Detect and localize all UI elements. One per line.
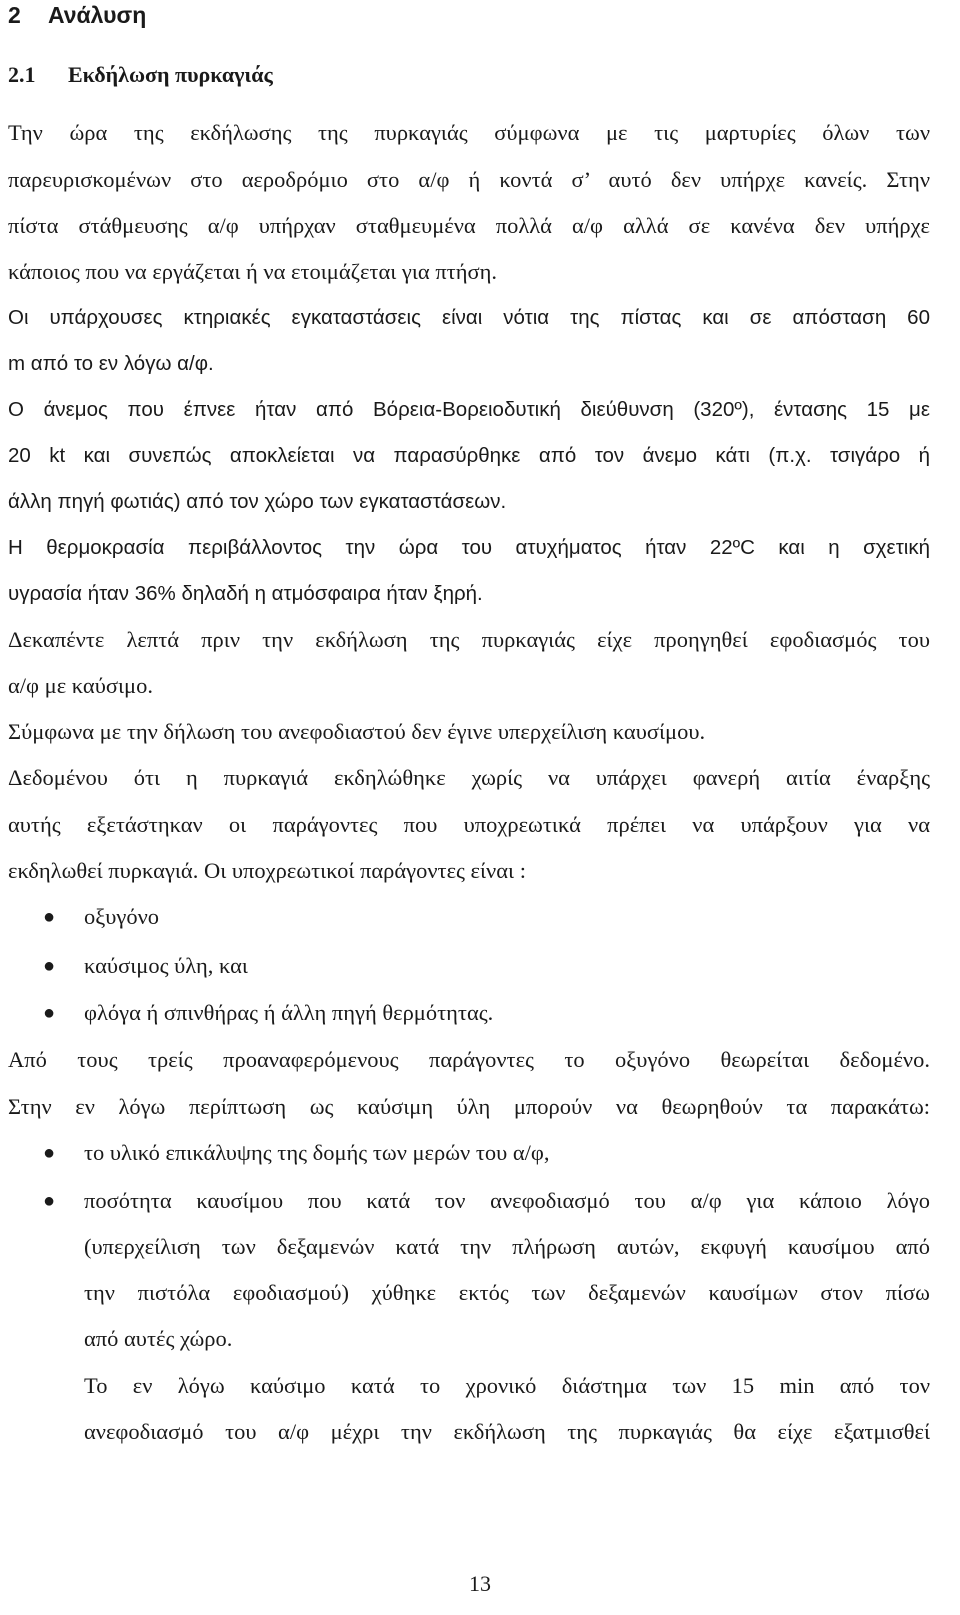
paragraph-line: Οι υπάρχουσες κτηριακές εγκαταστάσεις είναι νότια της πίστας και σε απόσταση 60 xyxy=(8,306,930,329)
paragraph-line: παρευρισκομένων στο αεροδρόμιο στο α/φ ή κοντά σ’ αυτό δεν υπήρχε κανείς. Στην xyxy=(8,167,930,192)
paragraph-line: Το εν λόγω καύσιμο κατά το χρονικό διάστημα των 15 min από τον xyxy=(84,1373,930,1398)
paragraph-line: Την ώρα της εκδήλωσης της πυρκαγιάς σύμφωνα με τις μαρτυρίες όλων των xyxy=(8,120,930,145)
list-item: το υλικό επικάλυψης της δομής των μερών του α/φ, xyxy=(84,1140,550,1165)
paragraph-line: ανεφοδιασμό του α/φ μέχρι την εκδήλωση της πυρκαγιάς θα είχε εξατμισθεί xyxy=(84,1419,930,1444)
list-item-line: την πιστόλα εφοδιασμού) χύθηκε εκτός των δεξαμενών καυσίμων στον πίσω xyxy=(84,1280,930,1305)
paragraph-line: Η θερμοκρασία περιβάλλοντος την ώρα του ατυχήματος ήταν 22ºC και η σχετική xyxy=(8,536,930,559)
list-item-line: ποσότητα καυσίμου που κατά τον ανεφοδιασμό του α/φ για κάποιο λόγο xyxy=(84,1188,930,1213)
paragraph-line: άλλη πηγή φωτιάς) από τον χώρο των εγκαταστάσεων. xyxy=(8,490,507,513)
list-item-line: (υπερχείλιση των δεξαμενών κατά την πλήρωση αυτών, εκφυγή καυσίμου από xyxy=(84,1234,930,1259)
bullet-icon: ● xyxy=(43,955,56,977)
paragraph-line: m από το εν λόγω α/φ. xyxy=(8,352,214,375)
bullet-icon: ● xyxy=(43,1142,56,1164)
paragraph-line: Σύμφωνα με την δήλωση του ανεφοδιαστού δεν έγινε υπερχείλιση καυσίμου. xyxy=(8,719,706,744)
paragraph-line: Ο άνεμος που έπνεε ήταν από Βόρεια-Βορειοδυτική διεύθυνση (320º), έντασης 15 με xyxy=(8,398,930,421)
paragraph-line: α/φ με καύσιμο. xyxy=(8,673,153,698)
section-number: 2 xyxy=(8,2,21,28)
bullet-icon: ● xyxy=(43,1002,56,1024)
section-heading xyxy=(8,2,146,29)
paragraph-line: αυτής εξετάστηκαν οι παράγοντες που υποχρεωτικά πρέπει να υπάρξουν για να xyxy=(8,812,930,837)
paragraph-line: εκδηλωθεί πυρκαγιά. Οι υποχρεωτικοί παράγοντες είναι : xyxy=(8,858,526,883)
paragraph-line: Δεδομένου ότι η πυρκαγιά εκδηλώθηκε χωρίς να υπάρχει φανερή αιτία έναρξης xyxy=(8,765,930,790)
paragraph-line: κάποιος που να εργάζεται ή να ετοιμάζεται για πτήση. xyxy=(8,259,498,284)
bullet-icon: ● xyxy=(43,906,56,928)
paragraph-line: Από τους τρείς προαναφερόμενους παράγοντες το οξυγόνο θεωρείται δεδομένο. xyxy=(8,1047,930,1072)
list-item: καύσιμος ύλη, και xyxy=(84,953,248,978)
bullet-icon: ● xyxy=(43,1190,56,1212)
subsection-number: 2.1 xyxy=(8,62,36,87)
paragraph-line: πίστα στάθμευσης α/φ υπήρχαν σταθμευμένα πολλά α/φ αλλά σε κανένα δεν υπήρχε xyxy=(8,213,930,238)
paragraph-line: υγρασία ήταν 36% δηλαδή η ατμόσφαιρα ήταν ξηρή. xyxy=(8,582,483,605)
subsection-heading xyxy=(8,62,273,88)
paragraph-line: Στην εν λόγω περίπτωση ως καύσιμη ύλη μπορούν να θεωρηθούν τα παρακάτω: xyxy=(8,1094,930,1119)
page-number: 13 xyxy=(469,1571,491,1596)
list-item: φλόγα ή σπινθήρας ή άλλη πηγή θερμότητας. xyxy=(84,1000,494,1025)
subsection-title: Εκδήλωση πυρκαγιάς xyxy=(68,62,273,87)
list-item: οξυγόνο xyxy=(84,904,160,929)
section-title: Ανάλυση xyxy=(48,2,147,28)
list-item-line: από αυτές χώρο. xyxy=(84,1326,233,1351)
paragraph-line: 20 kt και συνεπώς αποκλείεται να παρασύρθηκε από τον άνεμο κάτι (π.χ. τσιγάρο ή xyxy=(8,444,930,467)
paragraph-line: Δεκαπέντε λεπτά πριν την εκδήλωση της πυρκαγιάς είχε προηγηθεί εφοδιασμός του xyxy=(8,627,930,652)
